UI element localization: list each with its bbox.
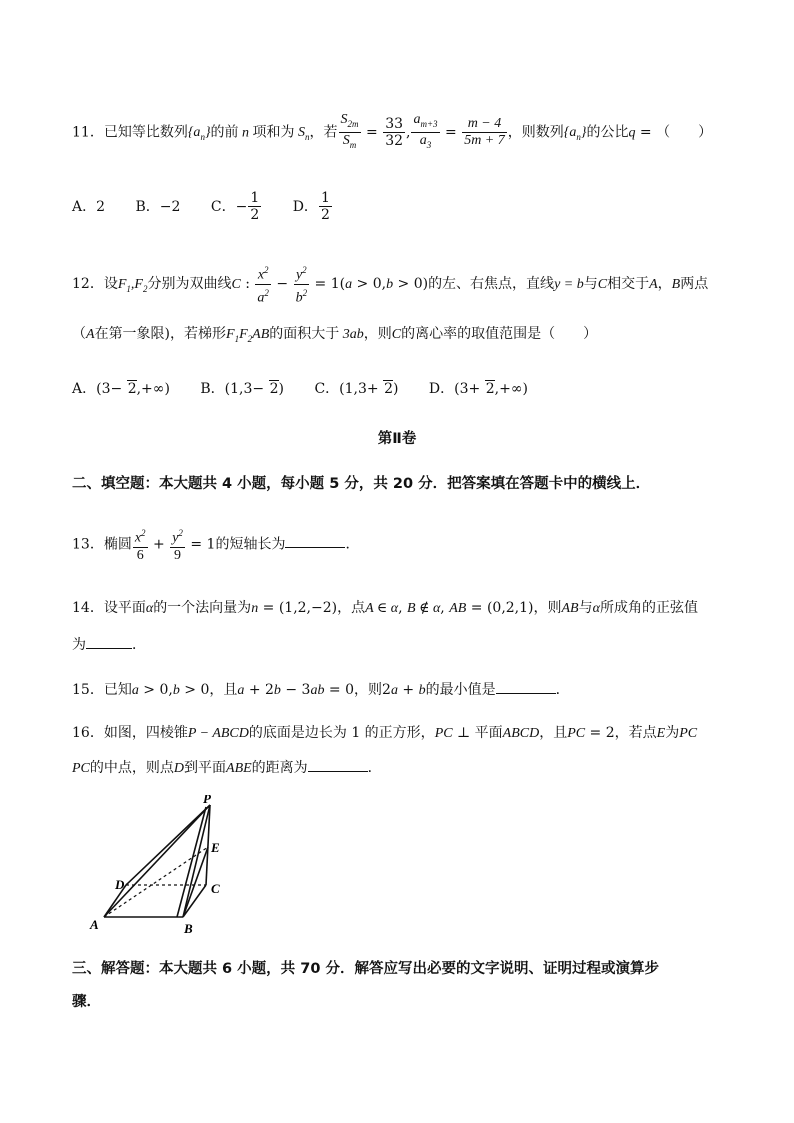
q14-stem-line2: 为 ． bbox=[72, 634, 146, 654]
q12-stem-line2: （A在第一象限)，若梯形$F_1F_2AB$的面积大于 3ab，则C的离心率的取值范围是（ ） bbox=[72, 326, 598, 344]
q12-option-a: A．(3− 2,+∞) bbox=[72, 381, 170, 397]
q13-answer-blank[interactable] bbox=[285, 533, 345, 548]
q12-option-c: C．(1,3+ 2) bbox=[314, 381, 399, 397]
label-e: E bbox=[211, 840, 220, 855]
q15-answer-blank[interactable] bbox=[496, 679, 556, 694]
q13-stem: 13．椭圆 $\frac{x^2}{6}$ + $\frac{y^2}{9}$ = 1的短轴长为 ． bbox=[72, 525, 359, 564]
label-b: B bbox=[184, 921, 193, 936]
label-d: D bbox=[115, 877, 125, 892]
pyramid-figure bbox=[82, 795, 242, 940]
q11-option-b: B．−2 bbox=[135, 198, 181, 215]
label-c: C bbox=[211, 881, 220, 896]
q11-options bbox=[72, 190, 359, 223]
q11-option-c: C．− $\frac{1}{2}$ bbox=[210, 190, 260, 223]
section3-heading-line1: 三、解答题：本大题共 6 小题，共 70 分．解答应写出必要的文字说明、证明过程或演算步 bbox=[72, 961, 659, 977]
section2-title: 第Ⅱ卷 bbox=[377, 431, 417, 447]
q15-stem: 15．已知a > 0,b > 0，且a + 2b − 3ab = 0，则2a + b的最小值是 ． bbox=[72, 679, 570, 699]
q11-stem: 11．已知等比数列$\{a_n\}$的前 n 项和为 $S_n$，若 $\frac{S_{2m}}{S_m}$ = $\frac{33}{32}$ , $\frac{a_{m+3}}{a_3}$ = $\frac{m - 4}{5m + 7}$ ，则数列$\{a_n\}$的公比q = （ ） bbox=[72, 112, 713, 150]
q12-option-b: B．(1,3− 2) bbox=[200, 381, 284, 397]
q16-stem-line1: 16．如图，四棱锥P − ABCD的底面是边长为 1 的正方形，PC ⊥ 平面ABCD，且PC = 2，若点E为PC bbox=[72, 725, 698, 741]
q12-option-d: D．(3+ 2,+∞) bbox=[428, 381, 528, 397]
section3-heading-line2: 骤． bbox=[72, 994, 101, 1010]
label-a: A bbox=[90, 917, 99, 932]
q14-answer-blank[interactable] bbox=[86, 634, 132, 649]
q14-stem-line1: 14．设平面α的一个法向量为n = (1,2,−2)，点A ∈ α, B ∉ α, AB = (0,2,1)，则AB与α所成角的正弦值 bbox=[72, 600, 698, 616]
q11-option-a: A．2 bbox=[72, 198, 106, 215]
label-p: P bbox=[203, 795, 211, 806]
q12-options bbox=[72, 378, 554, 398]
q16-answer-blank[interactable] bbox=[308, 757, 368, 772]
q16-stem-line2: PC的中点，则点D到平面ABE的距离为 ． bbox=[72, 757, 382, 777]
q12-stem-line1: 12．设$F_1,F_2$分别为双曲线C : $\frac{x^2}{a^2}$ − $\frac{y^2}{b^2}$ = 1(a > 0,b > 0)的左、右焦点，直线y = b与C相交于A，B两点 bbox=[72, 262, 708, 306]
q11-option-d: D． $\frac{1}{2}$ bbox=[292, 190, 330, 223]
section2-heading: 二、填空题：本大题共 4 小题，每小题 5 分，共 20 分．把答案填在答题卡中的横线上． bbox=[72, 476, 651, 492]
